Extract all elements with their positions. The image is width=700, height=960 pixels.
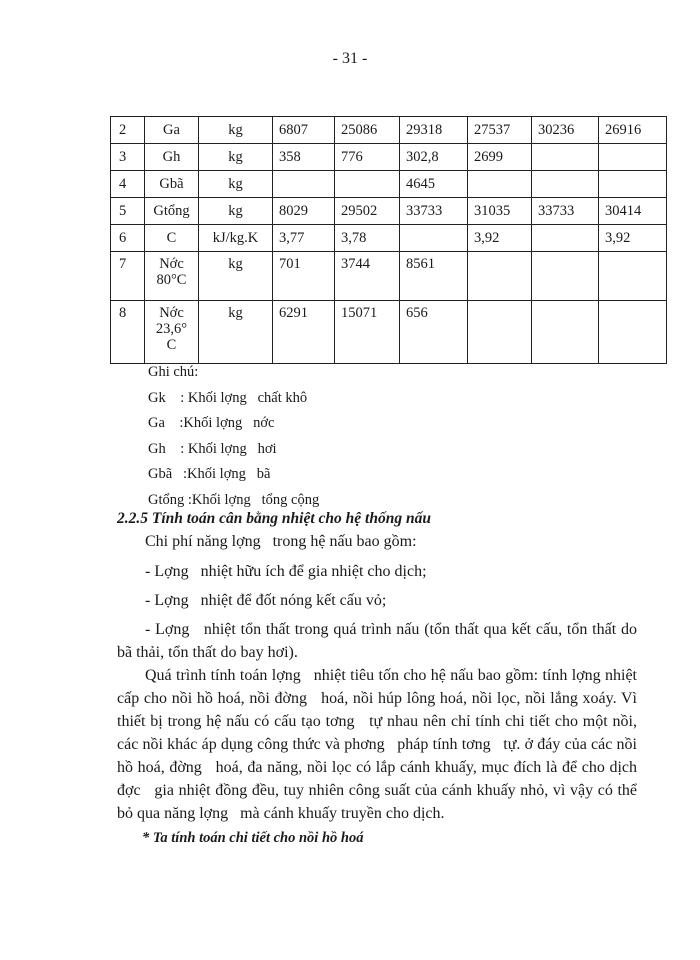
cell-value: 33733 [400,198,468,225]
cell-value: 776 [335,144,400,171]
table-row [111,171,667,198]
table-row [111,252,667,301]
cell-value: 6807 [273,117,335,144]
final-note: * Ta tính toán chi tiết cho nồi hồ hoá [142,830,364,846]
cell-value [599,144,667,171]
cell-value: 8029 [273,198,335,225]
cell-name [145,252,199,301]
table-row [111,198,667,225]
cell-value: 6291 [273,301,335,364]
note-item: Ga :Khối lợng nớc [148,415,275,431]
cell-value: 3,77 [273,225,335,252]
body-paragraph: Quá trình tính toán lợng nhiệt tiêu tốn cho hệ nấu bao gồm: tính lợng nhiệt cấp cho nồi hồ hoá, nồi đờng hoá, nồi húp lông hoá, nồi lọc, nồi lắng xoáy. Vì thiết bị trong hệ nấu có cấu tạo tơng tự nhau nên chỉ tính chi tiết cho một nồi, các nồi khác áp dụng công thức và phơng pháp tính tơng tự. ở đáy của các nồi hồ hoá, đờng hoá, đa năng, nồi lọc có lắp cánh khuấy, mục đích là để cho dịch đợc gia nhiệt đồng đều, tuy nhiên công suất của cánh khuấy nhỏ, vì vậy có thể bỏ qua năng lợng mà cánh khuấy truyền cho dịch. [117,667,641,822]
cell-value [599,252,667,301]
cell-name-line: Nớc [159,305,184,321]
notes [148,362,319,515]
cell-name-line: C [166,337,177,353]
cell-unit: kg [199,301,273,364]
cell-value [468,252,532,301]
cell-value: 33733 [532,198,599,225]
cell-value: 3,92 [468,225,532,252]
cell-value: 26916 [599,117,667,144]
cell-value: 30414 [599,198,667,225]
cell-unit: kJ/kg.K [199,225,273,252]
cell-value: 2699 [468,144,532,171]
cell-value [532,144,599,171]
cell-value: 3744 [335,252,400,301]
cell-value [532,171,599,198]
cell-value [532,225,599,252]
cell-value: 3,92 [599,225,667,252]
cell-value: 25086 [335,117,400,144]
cell-name: Gtổng [145,198,199,225]
cell-value: 4645 [400,171,468,198]
cell-name-line: 80°C [156,272,187,288]
cell-value: 302,8 [400,144,468,171]
cell-value: 27537 [468,117,532,144]
cell-value: 29502 [335,198,400,225]
data-table [110,116,667,364]
cell-stt: 5 [111,198,145,225]
cell-name: C [145,225,199,252]
cell-value [273,171,335,198]
cell-value: 29318 [400,117,468,144]
bullet-item: - Lợng nhiệt hữu ích để gia nhiệt cho dịch; [145,563,427,580]
cell-value: 3,78 [335,225,400,252]
note-item: Gbã :Khối lợng bã [148,466,271,482]
cell-name [145,301,199,364]
section-title: 2.2.5 Tính toán cân bằng nhiệt cho hệ thống nấu [117,510,431,527]
cell-name: Gh [145,144,199,171]
cell-value [400,225,468,252]
table-row [111,144,667,171]
cell-unit: kg [199,198,273,225]
cell-value [532,301,599,364]
note-item: Gk : Khối lợng chất khô [148,389,308,406]
cell-value: 701 [273,252,335,301]
cell-value [532,252,599,301]
cell-unit: kg [199,171,273,198]
cell-stt: 4 [111,171,145,198]
table-row [111,225,667,252]
cell-value [468,171,532,198]
cell-value: 656 [400,301,468,364]
cell-stt: 3 [111,144,145,171]
cell-name: Ga [145,117,199,144]
page-number: - 31 - [332,50,368,67]
cell-unit: kg [199,117,273,144]
cell-value: 31035 [468,198,532,225]
cell-stt: 2 [111,117,145,144]
cell-value [599,301,667,364]
cell-stt: 6 [111,225,145,252]
note-item: Gh : Khối lợng hơi [148,440,277,457]
cell-value [599,171,667,198]
bullet-item: - Lợng nhiệt để đốt nóng kết cấu vỏ; [145,592,387,609]
cell-unit: kg [199,144,273,171]
bullet-item: - Lợng nhiệt tổn thất trong quá trình nấu (tổn thất qua kết cấu, tổn thất do bã thải, tổn thất do bay hơi). [117,621,641,661]
cell-value [335,171,400,198]
cell-value: 358 [273,144,335,171]
cell-value: 8561 [400,252,468,301]
note-item: Gtổng :Khối lợng tổng cộng [148,491,320,508]
cell-value: 15071 [335,301,400,364]
notes-heading: Ghi chú: [148,364,199,380]
cell-unit: kg [199,252,273,301]
cell-stt: 7 [111,252,145,301]
cell-name-line: 23,6° [155,321,188,337]
section-intro: Chi phí năng lợng trong hệ nấu bao gồm: [145,533,417,550]
cell-stt: 8 [111,301,145,364]
table-row [111,301,667,364]
table-row [111,117,667,144]
cell-name-line: Nớc [159,256,184,272]
cell-value: 30236 [532,117,599,144]
cell-name: Gbã [145,171,199,198]
cell-value [468,301,532,364]
